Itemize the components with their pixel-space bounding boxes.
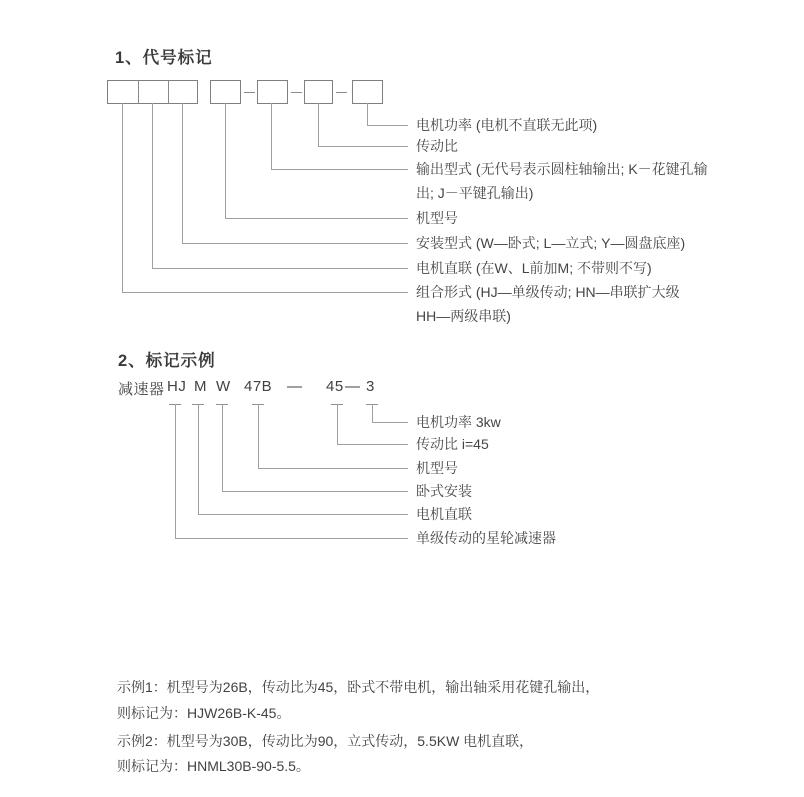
note-line: 示例1：机型号为26B，传动比为45，卧式不带电机，输出轴采用花键孔输出， (117, 679, 600, 695)
field-label-mount-type: 安装型式 (W—卧式; L—立式; Y—圆盘底座) (416, 235, 686, 251)
connector-line (318, 146, 408, 147)
example-label-ratio: 传动比 i=45 (416, 436, 489, 452)
code-token: W (216, 378, 231, 395)
box-divider (138, 81, 139, 103)
dash-separator (291, 92, 302, 93)
box-divider (168, 81, 169, 103)
example-label-motor: 电机直联 (416, 506, 472, 522)
code-token: M (194, 378, 207, 395)
connector-line (198, 514, 408, 515)
connector-line (258, 468, 408, 469)
connector-line (182, 243, 408, 244)
connector-line (152, 103, 153, 268)
code-box (210, 80, 241, 104)
connector-line (198, 404, 199, 514)
code-box (352, 80, 383, 104)
code-token: 47B (244, 378, 273, 395)
connector-line (122, 292, 408, 293)
example-label-reducer: 单级传动的星轮减速器 (416, 530, 556, 546)
connector-line (258, 404, 259, 468)
example-label-mount: 卧式安装 (416, 483, 472, 499)
connector-line (318, 103, 319, 146)
connector-line (222, 404, 223, 491)
connector-line (271, 103, 272, 169)
connector-line (225, 218, 408, 219)
connector-line (222, 491, 408, 492)
field-label-ratio: 传动比 (416, 138, 458, 154)
connector-line (182, 103, 183, 243)
code-box (257, 80, 288, 104)
code-box (304, 80, 333, 104)
code-token: 3 (366, 378, 375, 395)
connector-line (367, 125, 408, 126)
section2-heading: 2、标记示例 (118, 352, 216, 370)
example-label-power: 电机功率 3kw (416, 414, 501, 430)
code-token: 减速器 (118, 381, 165, 398)
connector-line (372, 422, 408, 423)
code-token: — (287, 378, 303, 395)
field-label-model: 机型号 (416, 210, 458, 226)
note-line: 则标记为：HNML30B-90-5.5。 (117, 758, 310, 774)
field-label-motor-power: 电机功率 (电机不直联无此项) (416, 117, 598, 133)
field-label-output-type: 输出型式 (无代号表示圆柱轴输出; K－花键孔输 出; J－平键孔输出) (416, 161, 708, 201)
field-label-combination: 组合形式 (HJ—单级传动; HN—串联扩大级 HH—两级串联) (416, 284, 680, 324)
connector-line (175, 538, 408, 539)
dash-separator (244, 92, 255, 93)
field-label-motor-direct: 电机直联 (在W、L前加M; 不带则不写) (416, 260, 652, 276)
connector-line (337, 404, 338, 444)
dash-separator (336, 92, 347, 93)
connector-line (175, 404, 176, 538)
code-token: — (345, 378, 361, 395)
section1-heading: 1、代号标记 (115, 49, 213, 67)
connector-line (271, 169, 408, 170)
code-token: 45 (326, 378, 344, 395)
code-box-group (107, 80, 198, 104)
connector-line (337, 444, 408, 445)
connector-line (122, 103, 123, 292)
connector-line (225, 103, 226, 218)
connector-line (367, 103, 368, 125)
note-line: 则标记为：HJW26B-K-45。 (117, 705, 291, 721)
example-label-model: 机型号 (416, 460, 458, 476)
connector-line (372, 404, 373, 422)
code-token: HJ (167, 378, 187, 395)
connector-line (152, 268, 408, 269)
note-line: 示例2：机型号为30B，传动比为90，立式传动，5.5KW 电机直联， (117, 733, 534, 749)
